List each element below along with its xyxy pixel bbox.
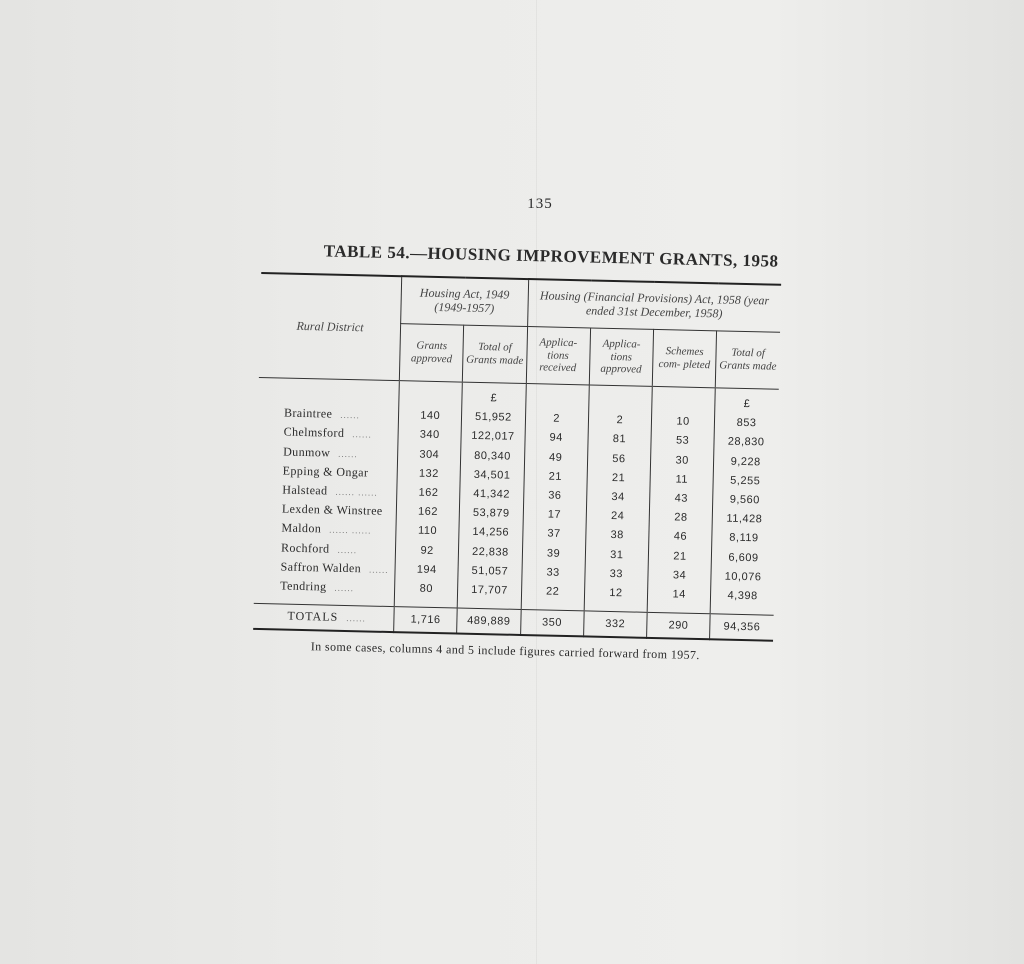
table-cell: 11 bbox=[675, 473, 689, 486]
table-cell: 2 bbox=[553, 412, 561, 425]
column-header: Applica- tions received bbox=[526, 327, 591, 385]
table-cell: 92 bbox=[420, 544, 434, 557]
schemes-completed-column bbox=[647, 386, 715, 613]
table-cell: 4,398 bbox=[727, 589, 758, 603]
table-cell: 22 bbox=[545, 585, 560, 598]
table-cell: 49 bbox=[548, 451, 563, 464]
table-cell: 36 bbox=[548, 489, 562, 502]
table-cell: 39 bbox=[546, 547, 561, 560]
leader-dots: ...... bbox=[352, 429, 372, 440]
district-name: Braintree bbox=[283, 405, 333, 421]
district-name: Dunmow bbox=[283, 444, 331, 460]
applications-approved-column bbox=[584, 385, 652, 612]
table-title: TABLE 54.—HOUSING IMPROVEMENT GRANTS, 1958 bbox=[323, 241, 779, 271]
leader-dots: ...... bbox=[368, 564, 389, 575]
table-cell: 21 bbox=[673, 549, 687, 563]
housing-act-1958-header: Housing (Financial Provisions) Act, 1958 (year ended 31st December, 1958) bbox=[527, 279, 781, 332]
table-cell: 12 bbox=[609, 586, 623, 600]
leader-dots: ...... bbox=[337, 544, 358, 555]
table-row bbox=[254, 576, 394, 598]
table-cell: 162 bbox=[418, 486, 439, 500]
totals-cell: 332 bbox=[583, 611, 647, 638]
totals-cell: 350 bbox=[520, 610, 584, 637]
table-cell: 41,342 bbox=[473, 487, 511, 501]
table-cell: 17 bbox=[547, 508, 562, 521]
total-grants-1958-column bbox=[710, 388, 778, 615]
currency-unit: £ bbox=[490, 392, 498, 405]
currency-unit: £ bbox=[743, 397, 751, 411]
totals-cell: 290 bbox=[647, 612, 711, 639]
leader-dots: ...... ...... bbox=[329, 524, 372, 536]
table-cell: 10,076 bbox=[724, 570, 762, 584]
table-cell: 194 bbox=[416, 563, 437, 576]
table-cell: 14 bbox=[672, 588, 686, 601]
totals-cell: 1,716 bbox=[394, 607, 458, 634]
unit-spacer bbox=[399, 387, 462, 408]
grants-table bbox=[253, 272, 781, 642]
table-cell: 22,838 bbox=[471, 545, 509, 559]
totals-cell: 94,356 bbox=[710, 614, 774, 641]
table-cell: 53 bbox=[675, 434, 690, 448]
unit-spacer bbox=[526, 390, 589, 411]
leader-dots: ...... bbox=[340, 410, 360, 421]
table-cell: 140 bbox=[420, 409, 441, 423]
table-cell: 43 bbox=[674, 492, 689, 505]
applications-received-column bbox=[521, 384, 589, 611]
district-name: Epping & Ongar bbox=[282, 463, 369, 480]
table-cell: 33 bbox=[609, 567, 624, 580]
table-cell: 162 bbox=[417, 505, 439, 519]
housing-act-1949-header: Housing Act, 1949 (1949-1957) bbox=[401, 276, 529, 326]
table-cell: 28 bbox=[674, 511, 688, 524]
table-cell: 51,952 bbox=[474, 411, 512, 424]
table-cell: 33 bbox=[546, 566, 560, 579]
table-cell: 34,501 bbox=[473, 468, 511, 482]
table-cell: 56 bbox=[612, 452, 626, 465]
table-cell: 17,707 bbox=[471, 583, 508, 597]
table-body-row bbox=[254, 377, 779, 615]
totals-cell: 489,889 bbox=[457, 608, 521, 635]
column-header: Total of Grants made bbox=[715, 331, 780, 389]
table-cell: 9,560 bbox=[729, 493, 760, 507]
table-cell: 53,879 bbox=[472, 506, 510, 520]
unit-spacer bbox=[589, 391, 652, 412]
table-cell: 122,017 bbox=[471, 430, 515, 444]
totals-label: TOTALS bbox=[287, 608, 339, 624]
table-cell: 304 bbox=[419, 448, 440, 461]
table-cell: 5,255 bbox=[730, 474, 761, 488]
table-cell: 21 bbox=[548, 470, 563, 483]
table-cell: 31 bbox=[610, 548, 624, 561]
district-column-header: Rural District bbox=[259, 273, 402, 381]
table-cell: 8,119 bbox=[729, 531, 759, 545]
district-name: Maldon bbox=[281, 520, 322, 536]
table-cell: 11,428 bbox=[726, 512, 763, 526]
table-cell: 110 bbox=[417, 524, 438, 538]
district-name: Rochford bbox=[280, 540, 330, 556]
table-cell: 38 bbox=[610, 529, 624, 542]
table-cell: 51,057 bbox=[471, 564, 509, 578]
leader-dots: ...... ...... bbox=[335, 486, 378, 498]
table-cell: 46 bbox=[673, 530, 688, 544]
table-cell: 9,228 bbox=[730, 455, 761, 468]
leader-dots: ...... bbox=[334, 582, 355, 594]
unit-spacer bbox=[652, 393, 715, 414]
table-cell: 2 bbox=[616, 414, 624, 427]
footnote: In some cases, columns 4 and 5 include figures carried forward from 1957. bbox=[310, 639, 700, 663]
table-cell: 80,340 bbox=[474, 449, 511, 463]
district-column bbox=[254, 377, 400, 606]
district-name: Halstead bbox=[282, 482, 328, 498]
table-cell: 30 bbox=[675, 454, 689, 467]
table-cell: 340 bbox=[419, 429, 440, 442]
total-grants-1949-column bbox=[457, 382, 525, 609]
table-cell: 94 bbox=[549, 431, 563, 445]
leader-dots: ...... bbox=[338, 448, 358, 459]
district-name: Chelmsford bbox=[283, 424, 345, 441]
table-cell: 14,256 bbox=[472, 526, 510, 539]
district-name: Lexden & Winstree bbox=[281, 501, 383, 518]
table-cell: 34 bbox=[611, 490, 625, 504]
column-header: Schemes com- pleted bbox=[652, 329, 717, 387]
table-cell: 132 bbox=[418, 467, 439, 480]
district-name: Saffron Walden bbox=[280, 559, 362, 576]
table-cell: 21 bbox=[611, 471, 626, 485]
table-cell: 28,830 bbox=[727, 435, 765, 449]
table-cell: 6,609 bbox=[728, 551, 759, 564]
page-number: 135 bbox=[527, 196, 553, 212]
table-block bbox=[253, 240, 792, 665]
table-cell: 34 bbox=[672, 569, 687, 582]
column-header: Grants approved bbox=[399, 324, 464, 382]
table-cell: 853 bbox=[736, 417, 757, 430]
leader-dots: ...... bbox=[346, 613, 366, 624]
district-name: Tendring bbox=[280, 578, 327, 594]
column-header: Applica- tions approved bbox=[589, 328, 654, 386]
table-cell: 81 bbox=[612, 433, 627, 446]
table-cell: 10 bbox=[676, 415, 690, 428]
grants-approved-1949-column bbox=[394, 381, 462, 608]
table-cell: 37 bbox=[547, 527, 561, 541]
table-cell: 24 bbox=[610, 510, 625, 523]
totals-label-cell bbox=[253, 603, 394, 632]
table-cell: 80 bbox=[419, 582, 434, 595]
column-header: Total of Grants made bbox=[463, 325, 528, 383]
